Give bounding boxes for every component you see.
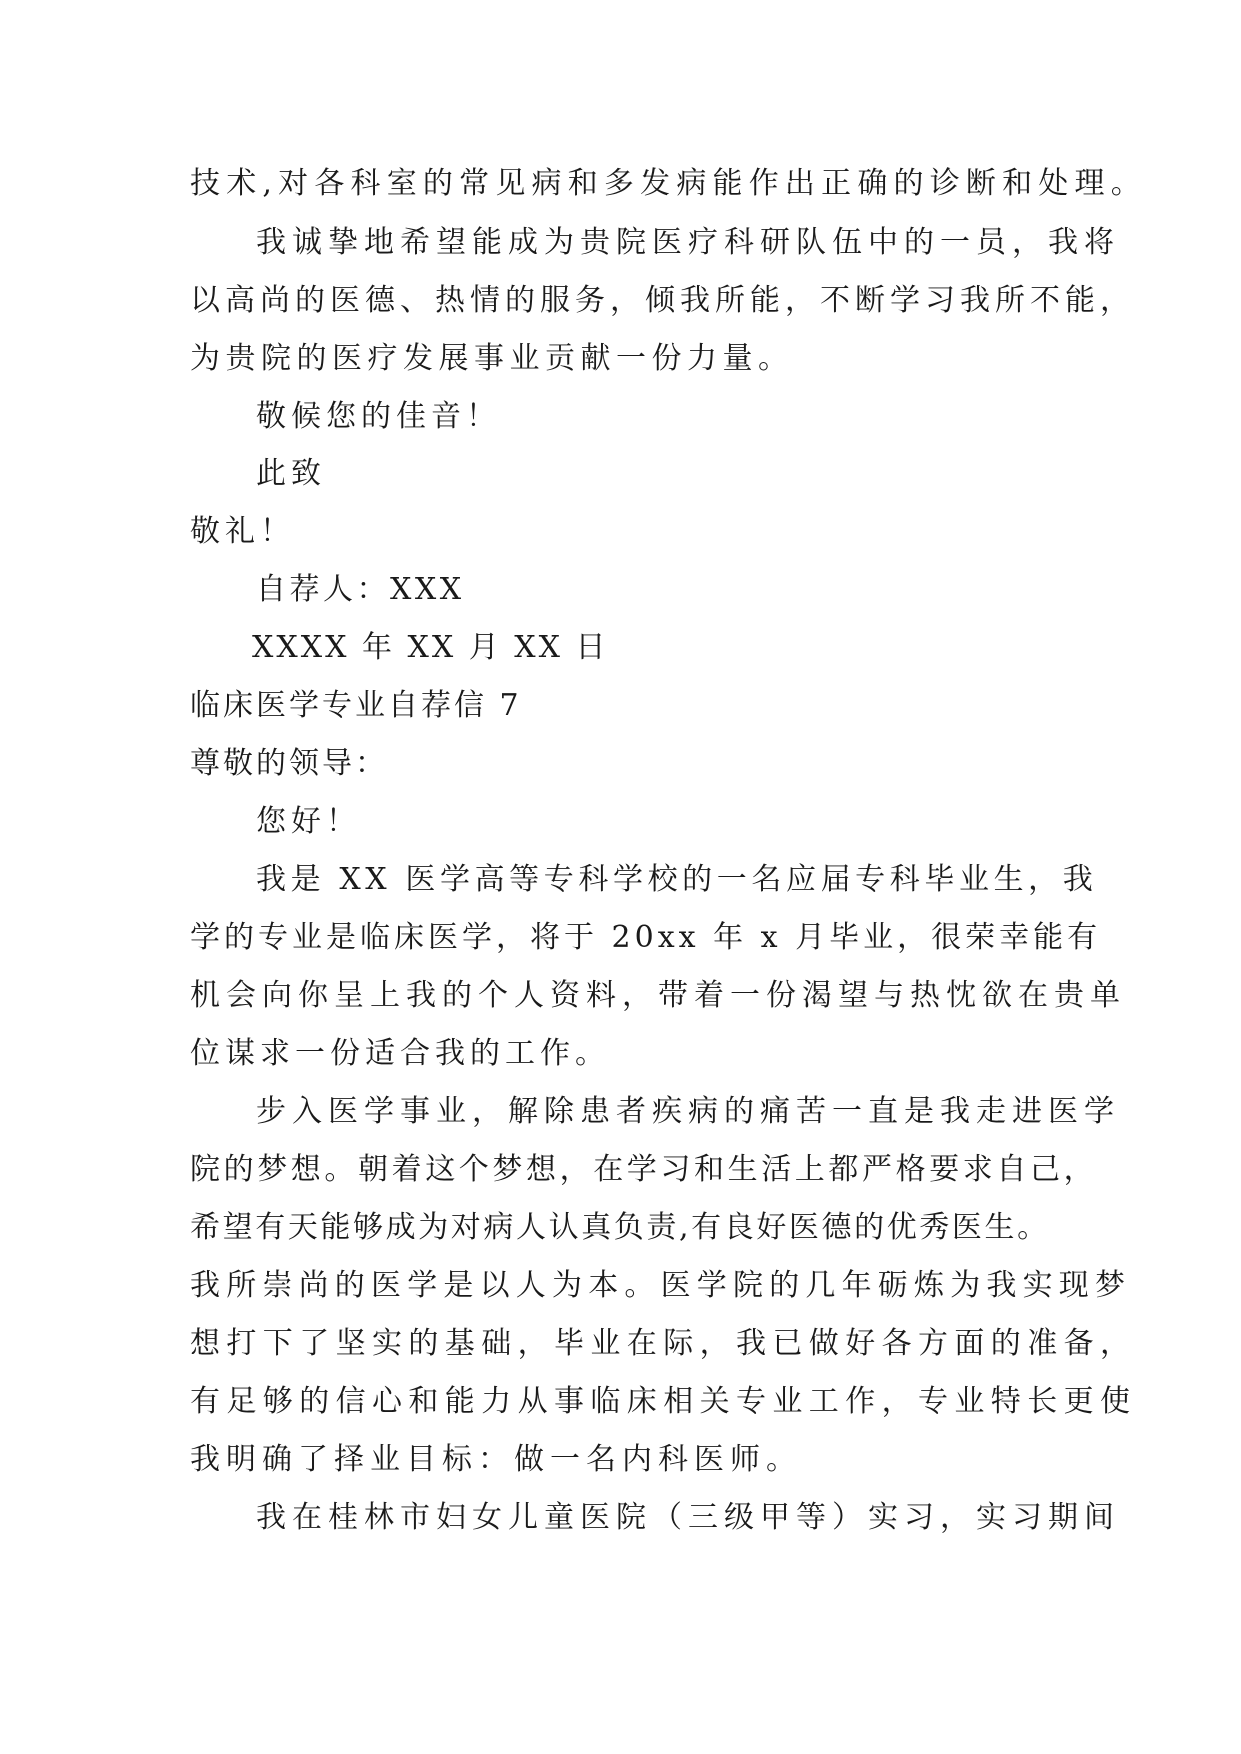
letter-greeting: 尊敬的领导： [190, 746, 388, 781]
body-text-line: 以高尚的医德、热情的服务，倾我所能，不断学习我所不能， [190, 283, 1135, 318]
body-text-line: 我诚挚地希望能成为贵院医疗科研队伍中的一员，我将 [256, 225, 1120, 260]
body-text-line: 我在桂林市妇女儿童医院（三级甲等）实习，实习期间 [256, 1500, 1120, 1535]
body-text-line: 为贵院的医疗发展事业贡献一份力量。 [190, 341, 794, 376]
body-text-line: 想打下了坚实的基础，毕业在际，我已做好各方面的准备， [190, 1326, 1137, 1361]
body-text-line: 学的专业是临床医学，将于 20xx 年 x 月毕业，很荣幸能有 [190, 920, 1102, 955]
body-text-line: 机会向你呈上我的个人资料，带着一份渴望与热忱欲在贵单 [190, 978, 1126, 1013]
salutation-text: 此致 [256, 456, 326, 491]
body-text-line: 我明确了择业目标：做一名内科医师。 [190, 1442, 802, 1477]
signature-name: 自荐人：XXX [256, 572, 465, 607]
closing-text: 敬候您的佳音！ [256, 399, 501, 434]
body-text-line: 希望有天能够成为对病人认真负责,有良好医德的优秀医生。 [190, 1210, 1050, 1245]
body-text-line: 院的梦想。朝着这个梦想，在学习和生活上都严格要求自己， [190, 1152, 1098, 1187]
body-text-line: 我所崇尚的医学是以人为本。医学院的几年砺炼为我实现梦 [190, 1268, 1132, 1303]
body-text-line: 有足够的信心和能力从事临床相关专业工作，专业特长更使 [190, 1384, 1137, 1419]
section-title: 临床医学专业自荐信 7 [190, 688, 522, 723]
body-text-line: 技术,对各科室的常见病和多发病能作出正确的诊断和处理。 [190, 166, 1147, 201]
body-text-line: 步入医学事业，解除患者疾病的痛苦一直是我走进医学 [256, 1094, 1120, 1129]
body-text-line: 位谋求一份适合我的工作。 [190, 1036, 610, 1071]
body-text-line: 我是 XX 医学高等专科学校的一名应届专科毕业生，我 [256, 862, 1098, 897]
signature-date: XXXX 年 XX 月 XX 日 [252, 630, 609, 665]
salutation-text: 敬礼！ [190, 514, 295, 549]
letter-greeting: 您好！ [256, 804, 361, 839]
